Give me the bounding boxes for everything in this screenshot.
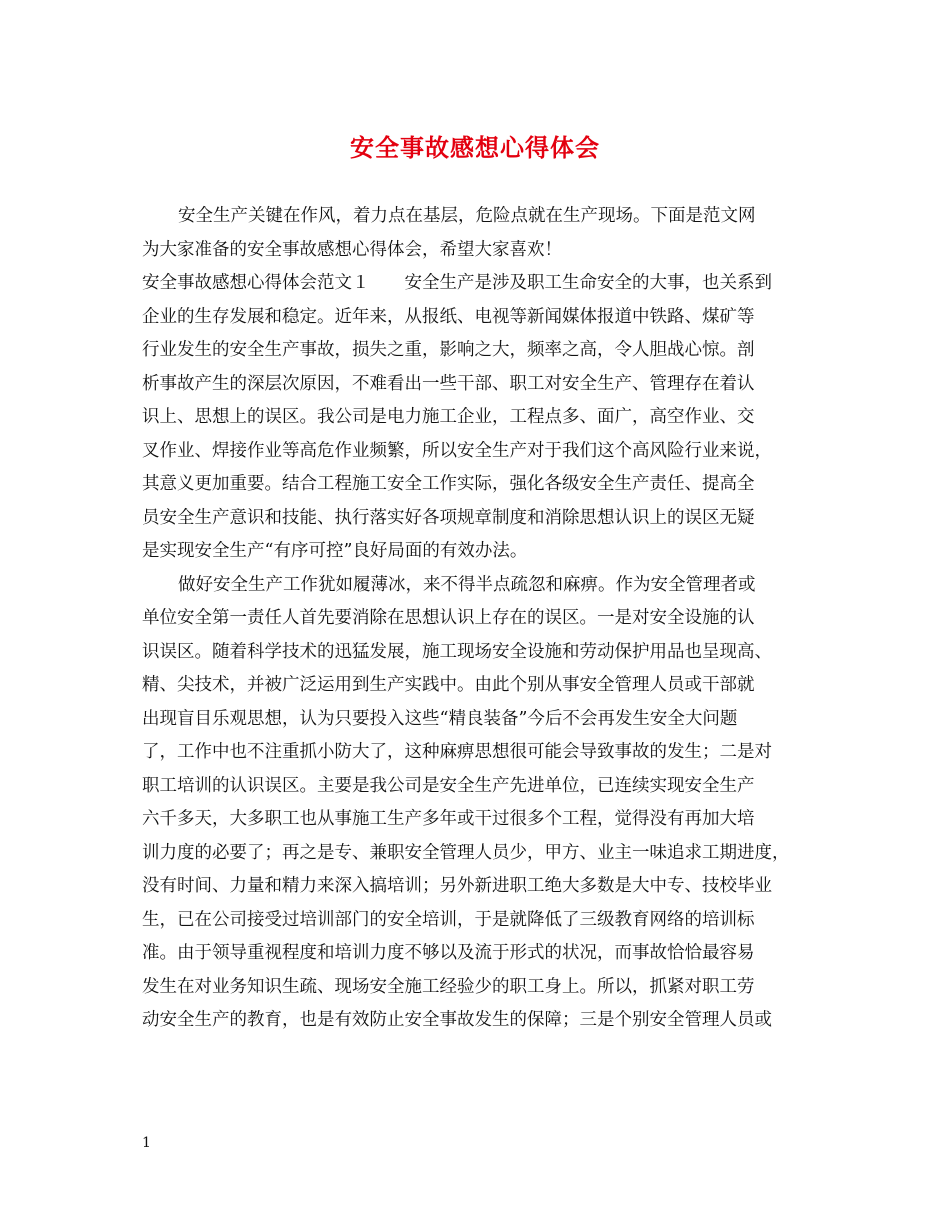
- body-line: 员安全生产意识和技能、执行落实好各项规章制度和消除思想认识上的误区无疑: [142, 507, 755, 528]
- body-line: 训力度的必要了；再之是专、兼职安全管理人员少，甲方、业主一味追求工期进度，: [142, 842, 790, 863]
- body-line: 是实现安全生产“有序可控”良好局面的有效办法。: [142, 541, 528, 561]
- body-line: 单位安全第一责任人首先要消除在思想认识上存在的误区。一是对安全设施的认: [142, 608, 755, 628]
- body-line: 企业的生存发展和稳定。近年来，从报纸、电视等新闻媒体报道中铁路、煤矿等: [142, 306, 755, 327]
- body-line: 安全生产关键在作风，着力点在基层，危险点就在生产现场。下面是范文网: [178, 206, 756, 226]
- body-line: 其意义更加重要。结合工程施工安全工作实际，强化各级安全生产责任、提高全: [142, 474, 755, 494]
- body-line: 为大家准备的安全事故感想心得体会，希望大家喜欢！: [142, 239, 562, 260]
- document-title: 安全事故感想心得体会: [350, 133, 600, 162]
- body-line: 做好安全生产工作犹如履薄冰，来不得半点疏忽和麻痹。作为安全管理者或: [178, 574, 756, 595]
- body-line: 动安全生产的教育，也是有效防止安全事故发生的保障；三是个别安全管理人员或: [142, 1010, 772, 1030]
- body-line: 准。由于领导重视程度和培训力度不够以及流于形式的状况，而事故恰恰最容易: [142, 943, 755, 963]
- body-line: 六千多天，大多职工也从事施工生产多年或干过很多个工程，觉得没有再加大培: [142, 809, 755, 829]
- body-line: 行业发生的安全生产事故，损失之重，影响之大，频率之高，令人胆战心惊。剖: [142, 340, 755, 360]
- body-line: 析事故产生的深层次原因，不难看出一些干部、职工对安全生产、管理存在着认: [142, 373, 755, 394]
- body-line: 发生在对业务知识生疏、现场安全施工经验少的职工身上。所以，抓紧对职工劳: [142, 976, 755, 997]
- body-line: 没有时间、力量和精力来深入搞培训；另外新进职工绝大多数是大中专、技校毕业: [142, 876, 772, 896]
- body-line: 安全事故感想心得体会范文１ 安全生产是涉及职工生命安全的大事，也关系到: [142, 273, 772, 293]
- body-line: 出现盲目乐观思想，认为只要投入这些“精良装备”今后不会再发生安全大问题: [142, 708, 738, 729]
- page-number: 1: [142, 1135, 151, 1151]
- body-line: 精、尖技术，并被广泛运用到生产实践中。由此个别从事安全管理人员或干部就: [142, 675, 755, 695]
- body-line: 生，已在公司接受过培训部门的安全培训，于是就降低了三级教育网络的培训标: [142, 909, 755, 930]
- body-line: 识上、思想上的误区。我公司是电力施工企业，工程点多、面广，高空作业、交: [142, 407, 755, 427]
- body-line: 识误区。随着科学技术的迅猛发展，施工现场安全设施和劳动保护用品也呈现高、: [142, 641, 772, 662]
- body-line: 职工培训的认识误区。主要是我公司是安全生产先进单位，已连续实现安全生产: [142, 775, 755, 796]
- document-body: [142, 200, 810, 1038]
- body-line: 了，工作中也不注重抓小防大了，这种麻痹思想很可能会导致事故的发生；二是对: [142, 742, 772, 762]
- body-line: 叉作业、焊接作业等高危作业频繁，所以安全生产对于我们这个高风险行业来说，: [142, 440, 772, 461]
